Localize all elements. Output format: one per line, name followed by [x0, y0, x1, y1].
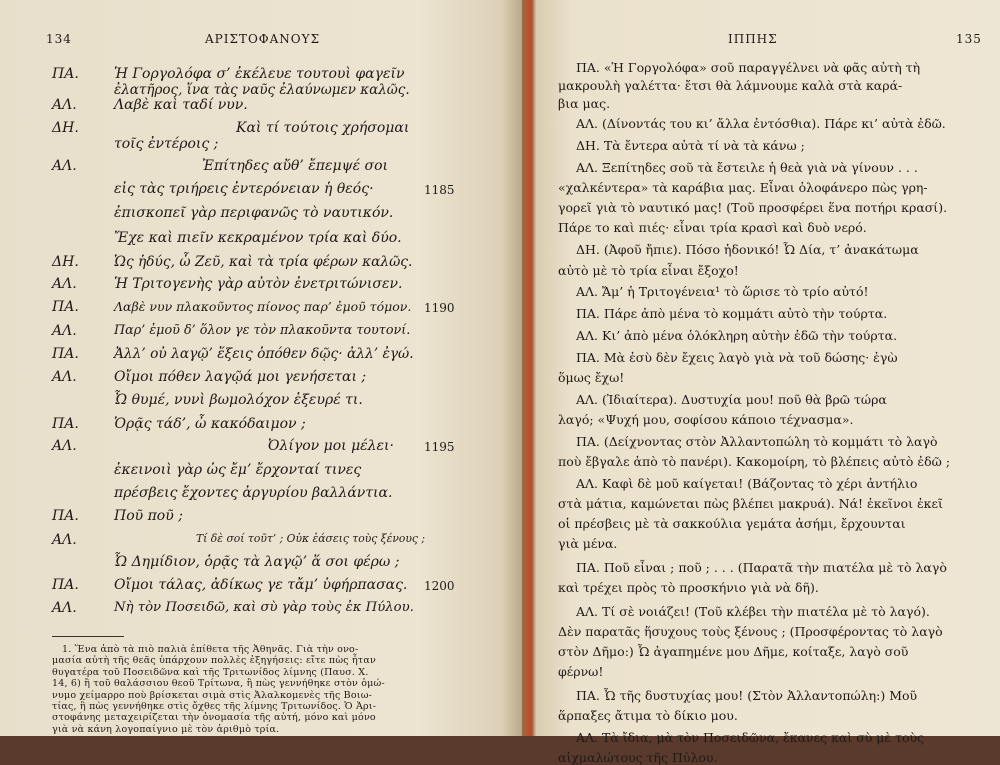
- prose-line: ὅμως ἔχω!: [558, 370, 625, 385]
- prose-line: γιὰ μένα.: [558, 536, 618, 551]
- speaker-label: ΑΛ.: [52, 97, 77, 113]
- prose-line: στὸν Δῆμο:) Ὦ ἀγαπημένε μου Δῆμε, κοίταξε, λαγὸ σοῦ: [558, 644, 909, 659]
- prose-line: ΔΗ. (Ἀφοῦ ἤπιε). Πόσο ἡδονικό! Ὦ Δία, τ’ ἀνακάτωμα: [576, 242, 919, 257]
- speaker-label: ΠΑ.: [52, 346, 79, 362]
- prose-line: ΑΛ. (Ἰδιαίτερα). Δυστυχία μου! ποῦ θὰ βρῶ τώρα: [576, 392, 887, 407]
- verse-line: Ὦ θυμέ, νυνὶ βωμολόχον ἐξευρέ τι.: [114, 392, 363, 408]
- verse-line: Παρ’ ἐμοῦ δ’ ὅλον γε τὸν πλακοῦντα τουτονί.: [114, 323, 411, 338]
- page-number-right: 135: [956, 32, 982, 46]
- line-number: 1185: [424, 183, 455, 197]
- prose-line: μακρουλὴ γαλέττα· ἔτσι θὰ λάμνουμε καλὰ στὰ καρά-: [558, 78, 903, 93]
- prose-line: ΑΛ. Κι’ ἀπὸ μένα ὁλόκληρη αὐτὴν ἐδῶ τὴν τούρτα.: [576, 328, 898, 343]
- verse-line: Ποῦ ποῦ ;: [114, 508, 183, 524]
- prose-line: βια μας.: [558, 96, 611, 111]
- speaker-label: ΑΛ.: [52, 369, 77, 385]
- speaker-label: ΑΛ.: [52, 532, 77, 548]
- verse-line: Ἐπίτηδες αὔθ’ ἔπεμψέ σοι: [202, 158, 389, 174]
- line-number: 1195: [424, 440, 455, 454]
- running-title-right: ΙΠΠΗΣ: [728, 32, 778, 46]
- line-number: 1190: [424, 301, 455, 315]
- prose-line: Πάρε το καὶ πιές· εἶναι τρία κρασὶ καὶ δυὸ νερό.: [558, 220, 867, 235]
- footnote-line: 1. Ἕνα ἀπὸ τὰ πιὸ παλιὰ ἐπίθετα τῆς Ἀθηνᾶς. Γιὰ τὴν ονο-: [62, 644, 359, 655]
- prose-line: φέρνω!: [558, 664, 604, 679]
- prose-line: καὶ τρέχει πρὸς τὸ προσκήνιο γιὰ νὰ δῆ).: [558, 580, 819, 595]
- verse-line: Λαβὲ νυν πλακοῦντος πίονος παρ’ ἐμοῦ τόμον.: [114, 299, 412, 314]
- verse-line: Λαβὲ καὶ ταδί νυν.: [114, 97, 248, 113]
- prose-line: Δὲν παρατᾶς ἥσυχους τοὺς ξένους ; (Προσφέροντας τὸ λαγὸ: [558, 624, 943, 639]
- right-page: [536, 0, 1000, 765]
- verse-line: ἐπισκοπεῖ γὰρ περιφανῶς τὸ ναυτικόν.: [114, 205, 394, 221]
- verse-line: Ἔχε καὶ πιεῖν κεκραμένον τρία καὶ δύο.: [114, 230, 402, 246]
- book-gutter: [522, 0, 536, 736]
- verse-line: Ὀλίγον μοι μέλει·: [268, 438, 394, 454]
- running-title-left: ΑΡΙΣΤΟΦΑΝΟΥΣ: [205, 32, 321, 46]
- speaker-label: ΠΑ.: [52, 66, 79, 82]
- footnote-line: 14, 6) ἢ τοῦ θαλάσσιου θεοῦ Τρίτωνα, ἢ πὼς γεννήθηκε στὸν ὁμώ-: [52, 678, 385, 690]
- prose-line: ΑΛ. (Δίνοντάς του κι’ ἄλλα ἐντόσθια). Πάρε κι’ αὐτὰ ἐδῶ.: [576, 116, 946, 131]
- verse-line: Ἡ Τριτογενὴς γὰρ αὐτὸν ἐνετριτώνισεν.: [114, 276, 403, 292]
- prose-line: ἅρπαξες ἄτιμα τὸ δίκιο μου.: [558, 708, 738, 723]
- verse-line: εἰς τὰς τριήρεις ἐντερόνειαν ἡ θεός·: [114, 181, 374, 197]
- prose-line: ΠΑ. «Ἡ Γοργολόφα» σοῦ παραγγέλνει νὰ φᾶς αὐτὴ τὴ: [576, 60, 921, 75]
- prose-line: «χαλκέντερα» τὰ καράβια μας. Εἶναι ὁλοφάνερο πὼς γρη-: [558, 180, 928, 195]
- speaker-label: ΔΗ.: [52, 254, 79, 270]
- verse-line: Ὁρᾷς τάδ’, ὦ κακόδαιμον ;: [114, 416, 306, 432]
- prose-line: ΑΛ. Τί σὲ νοιάζει! (Τοῦ κλέβει τὴν πιατέλα μὲ τὸ λαγό).: [576, 604, 930, 619]
- page-number-left: 134: [46, 32, 72, 46]
- footnote-rule: [52, 636, 124, 637]
- speaker-label: ΠΑ.: [52, 577, 79, 593]
- verse-line: ἐκεινοιὶ γὰρ ὡς ἔμ’ ἔρχονταί τινες: [114, 462, 362, 478]
- speaker-label: ΑΛ.: [52, 438, 77, 454]
- verse-line: Ἡ Γοργολόφα σ’ ἐκέλευε τουτουὶ φαγεῖν: [114, 66, 405, 82]
- verse-line: πρέσβεις ἔχοντες ἀργυρίου βαλλάντια.: [114, 485, 393, 501]
- prose-line: ΔΗ. Τὰ ἔντερα αὐτὰ τί νὰ τὰ κάνω ;: [576, 138, 805, 153]
- prose-line: λαγό; «Ψυχή μου, σοφίσου κάποιο τέχνασμα».: [558, 412, 854, 427]
- prose-line: ποὺ ἔβγαλε ἀπὸ τὸ πανέρι). Κακομοίρη, τὸ βλέπεις αὐτὸ ἐδῶ ;: [558, 454, 951, 469]
- prose-line: στὰ μάτια, καμώνεται πὼς βλέπει μακρυά). Νά! ἐκεῖνοι ἐκεῖ: [558, 496, 943, 511]
- prose-line: ΠΑ. Ὦ τῆς δυστυχίας μου! (Στὸν Ἀλλαντοπώλη:) Μοῦ: [576, 688, 918, 703]
- verse-line: ἐλατῆρος, ἵνα τὰς ναῦς ἐλαύνωμεν καλῶς.: [114, 82, 410, 98]
- prose-line: ΠΑ. (Δείχνοντας στὸν Ἀλλαντοπώλη τὸ κομμάτι τὸ λαγὸ: [576, 434, 938, 449]
- speaker-label: ΠΑ.: [52, 299, 79, 315]
- line-number: 1200: [424, 579, 455, 593]
- speaker-label: ΑΛ.: [52, 600, 77, 616]
- verse-line: Καὶ τί τούτοις χρήσομαι: [236, 120, 410, 136]
- verse-line: Ὦ Δημίδιον, ὁρᾷς τὰ λαγῷ’ ἅ σοι φέρω ;: [114, 554, 400, 570]
- prose-line: ΠΑ. Πάρε ἀπὸ μένα τὸ κομμάτι αὐτὸ τὴν τούρτα.: [576, 306, 888, 321]
- prose-line: ΠΑ. Ποῦ εἶναι ; ποῦ ; . . . (Παρατᾶ τὴν πιατέλα μὲ τὸ λαγὸ: [576, 560, 947, 575]
- verse-line: Οἴμοι πόθεν λαγῷά μοι γενήσεται ;: [114, 369, 367, 385]
- verse-line: Τί δὲ σοί τοῦτ’ ; Οὐκ ἐάσεις τοὺς ξένους ;: [196, 532, 425, 545]
- prose-line: ΑΛ. Καφὶ δὲ μοῦ καίγεται! (Βάζοντας τὸ χέρι ἀντήλιο: [576, 476, 918, 491]
- footnote-line: τίας, ἢ πὼς γεννήθηκε στὶς ὄχθες τῆς λίμνης Τριτωνίδος. Ὁ Ἀρι-: [52, 701, 377, 712]
- speaker-label: ΑΛ.: [52, 276, 77, 292]
- speaker-label: ΔΗ.: [52, 120, 79, 136]
- footnote-line: γιὰ νὰ κάνη λογοπαίγνιο μὲ τὸν ἀριθμὸ τρία.: [52, 723, 280, 735]
- verse-line: Ὡς ἡδύς, ὦ Ζεῦ, καὶ τὰ τρία φέρων καλῶς.: [114, 254, 413, 270]
- prose-line: ΑΛ. Τὰ ἴδια, μὰ τὸν Ποσειδῶνα, ἔκανες καὶ σὺ μὲ τοὺς: [576, 730, 925, 745]
- footnote-line: στοφάνης μεταχειρίζεται τὴν ὀνομασία τῆς αὐτή, μόνο καὶ μόνο: [52, 712, 376, 724]
- speaker-label: ΑΛ.: [52, 323, 77, 339]
- prose-line: αὐτὸ μὲ τὸ τρία εἶναι ἔξοχο!: [558, 263, 739, 278]
- footnote-line: μασία αὐτὴ τῆς θεᾶς ὑπάρχουν πολλὲς ἐξηγήσεις: εἴτε πὼς ἦταν: [52, 655, 376, 667]
- verse-line: Οἴμοι τάλας, ἀδίκως γε τἄμ’ ὑφήρπασας.: [114, 577, 408, 593]
- speaker-label: ΠΑ.: [52, 416, 79, 432]
- verse-line: Ἀλλ’ οὐ λαγῷ’ ἕξεις ὁπόθεν δῷς· ἀλλ’ ἐγώ.: [114, 346, 414, 362]
- footnote-line: νυμο χείμαρρο ποὺ βρίσκεται σιμὰ στὶς Ἀλαλκομενὲς τῆς Βοιω-: [52, 689, 373, 701]
- prose-line: ΑΛ. Ξεπίτηδες σοῦ τὰ ἔστειλε ἡ θεὰ γιὰ νὰ γίνουν . . .: [576, 160, 918, 175]
- verse-line: Νὴ τὸν Ποσειδῶ, καὶ σὺ γὰρ τοὺς ἐκ Πύλου.: [114, 600, 414, 615]
- prose-line: γορεῖ γιὰ τὸ ναυτικό μας! (Τοῦ προσφέρει ἕνα ποτήρι κρασί).: [558, 200, 948, 215]
- verse-line: τοῖς ἐντέροις ;: [114, 136, 219, 152]
- footnote-line: θυγατέρα τοῦ Ποσειδῶνα καὶ τῆς Τριτωνίδος λίμνης (Παυσ. Χ.: [52, 666, 369, 678]
- speaker-label: ΠΑ.: [52, 508, 79, 524]
- prose-line: οἱ πρέσβεις μὲ τὰ σακκούλια γεμάτα ἀσήμι, ἔρχουνται: [558, 516, 906, 531]
- prose-line: αἰχμαλώτους τῆς Πύλου.: [558, 750, 718, 765]
- prose-line: ΑΛ. Ἄμ’ ἡ Τριτογένεια¹ τὸ ὥρισε τὸ τρίο αὐτό!: [576, 284, 869, 299]
- prose-line: ΠΑ. Μὰ ἐσὺ δὲν ἔχεις λαγὸ γιὰ νὰ τοῦ δώσης· ἐγὼ: [576, 350, 898, 365]
- speaker-label: ΑΛ.: [52, 158, 77, 174]
